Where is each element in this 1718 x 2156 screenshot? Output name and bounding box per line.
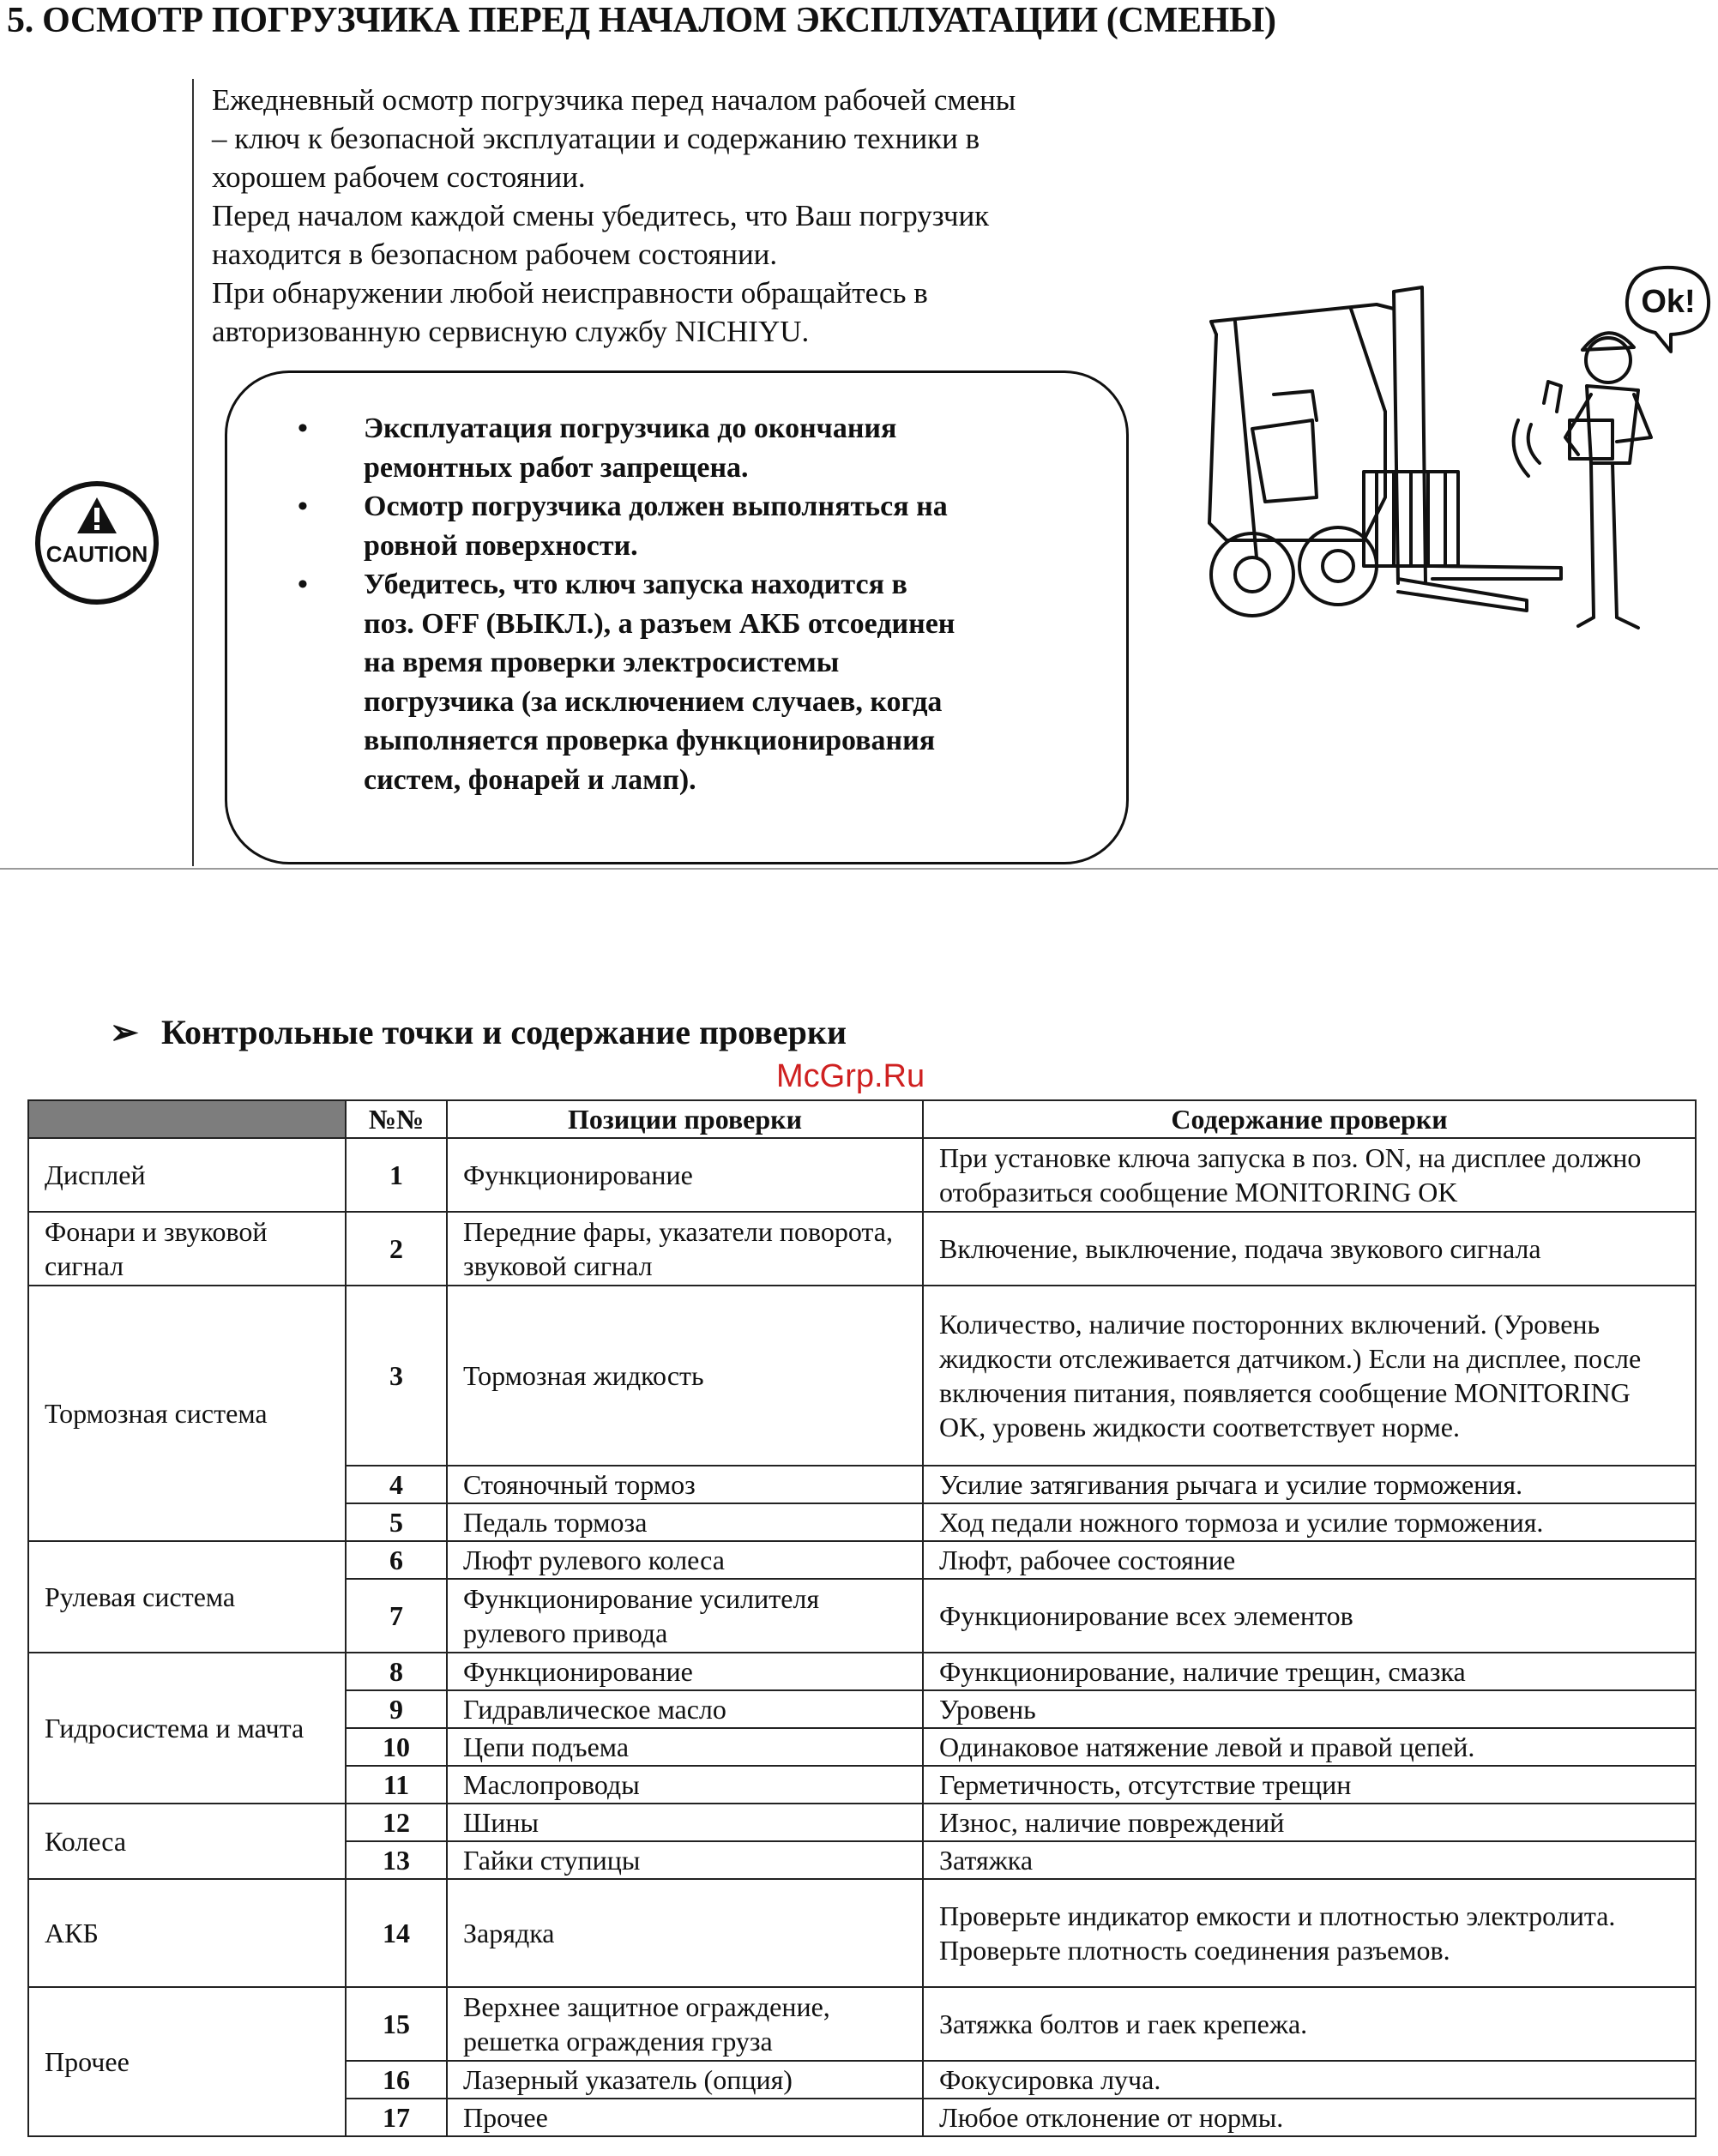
content-cell: Герметичность, отсутствие трещин (923, 1766, 1696, 1804)
num-cell: 12 (346, 1804, 447, 1841)
group-cell: АКБ (28, 1879, 346, 1987)
content-cell: При установке ключа запуска в поз. ON, на дисплее должно отобразиться сообщение MONITORING OK (923, 1138, 1696, 1212)
content-cell: Включение, выключение, подача звукового сигнала (923, 1212, 1696, 1286)
num-cell: 5 (346, 1503, 447, 1541)
group-cell: Прочее (28, 1987, 346, 2136)
vertical-divider (192, 79, 194, 866)
table-row (28, 1879, 1696, 1987)
num-cell: 3 (346, 1286, 447, 1466)
position-cell: Передние фары, указатели поворота, звуковой сигнал (447, 1212, 923, 1286)
position-cell: Тормозная жидкость (447, 1286, 923, 1466)
position-cell: Шины (447, 1804, 923, 1841)
num-cell: 16 (346, 2061, 447, 2099)
position-cell: Функционирование (447, 1653, 923, 1690)
position-cell: Гайки ступицы (447, 1841, 923, 1879)
num-cell: 17 (346, 2099, 447, 2136)
intro-line: Перед началом каждой смены убедитесь, что Ваш погрузчик (212, 199, 990, 232)
position-cell: Маслопроводы (447, 1766, 923, 1804)
position-cell: Педаль тормоза (447, 1503, 923, 1541)
caution-label: CAUTION (45, 541, 148, 567)
table-heading (110, 1012, 847, 1052)
content-cell: Затяжка (923, 1841, 1696, 1879)
caution-line: выполняется проверка функционирования (364, 725, 936, 756)
content-cell: Одинаковое натяжение левой и правой цепей. (923, 1728, 1696, 1766)
table-row (28, 1286, 1696, 1466)
position-cell: Гидравлическое масло (447, 1690, 923, 1728)
intro-text (212, 81, 1155, 351)
page-title: 5. ОСМОТР ПОГРУЗЧИКА ПЕРЕД НАЧАЛОМ ЭКСПЛУАТАЦИИ (СМЕНЫ) (7, 1, 1276, 40)
intro-line: – ключ к безопасной эксплуатации и содержанию техники в (212, 122, 980, 155)
num-cell: 4 (346, 1466, 447, 1503)
inspection-table (27, 1099, 1697, 2137)
intro-line: При обнаружении любой неисправности обращайтесь в (212, 276, 928, 310)
caution-box (225, 370, 1129, 864)
group-cell: Дисплей (28, 1138, 346, 1212)
table-header-row (28, 1100, 1696, 1138)
header-num: №№ (346, 1100, 447, 1138)
caution-line: поз. OFF (ВЫКЛ.), а разъем АКБ отсоединен (364, 607, 955, 640)
caution-line: систем, фонарей и ламп). (364, 763, 696, 796)
table-row (28, 1804, 1696, 1841)
group-cell: Тормозная система (28, 1286, 346, 1541)
content-cell: Уровень (923, 1690, 1696, 1728)
num-cell: 6 (346, 1541, 447, 1579)
content-cell: Износ, наличие повреждений (923, 1804, 1696, 1841)
content-cell: Функционирование всех элементов (923, 1579, 1696, 1653)
intro-line: находится в безопасном рабочем состоянии. (212, 238, 778, 271)
caution-icon (34, 480, 160, 605)
group-cell: Колеса (28, 1804, 346, 1879)
group-cell: Фонари и звуковой сигнал (28, 1212, 346, 1286)
forklift-inspection-illustration (1201, 240, 1715, 643)
bullet: • (298, 569, 308, 600)
content-cell: Ход педали ножного тормоза и усилие торможения. (923, 1503, 1696, 1541)
caution-item (298, 409, 1070, 487)
caution-line: ровной поверхности. (364, 529, 638, 562)
content-cell: Проверьте индикатор емкости и плотностью электролита. Проверьте плотность соединения разъемов. (923, 1879, 1696, 1987)
content-cell: Функционирование, наличие трещин, смазка (923, 1653, 1696, 1690)
caution-line: Осмотр погрузчика должен выполняться на (364, 491, 948, 522)
group-cell: Гидросистема и мачта (28, 1653, 346, 1804)
caution-line: Убедитесь, что ключ запуска находится в (364, 569, 907, 600)
position-cell: Функционирование (447, 1138, 923, 1212)
table-row (28, 1653, 1696, 1690)
header-group-cell (28, 1100, 346, 1138)
caution-list (298, 409, 1070, 799)
content-cell: Фокусировка луча. (923, 2061, 1696, 2099)
position-cell: Люфт рулевого колеса (447, 1541, 923, 1579)
num-cell: 9 (346, 1690, 447, 1728)
ok-bubble-text: Ok! (1641, 284, 1696, 320)
bullet: • (298, 491, 308, 522)
num-cell: 11 (346, 1766, 447, 1804)
num-cell: 13 (346, 1841, 447, 1879)
bullet: • (298, 413, 308, 444)
caution-item (298, 487, 1070, 565)
position-cell: Прочее (447, 2099, 923, 2136)
num-cell: 14 (346, 1879, 447, 1987)
content-cell: Любое отклонение от нормы. (923, 2099, 1696, 2136)
header-content: Содержание проверки (923, 1100, 1696, 1138)
table-row (28, 1212, 1696, 1286)
content-cell: Люфт, рабочее состояние (923, 1541, 1696, 1579)
num-cell: 15 (346, 1987, 447, 2061)
table-row (28, 1987, 1696, 2061)
group-cell: Рулевая система (28, 1541, 346, 1653)
content-cell: Затяжка болтов и гаек крепежа. (923, 1987, 1696, 2061)
content-cell: Количество, наличие посторонних включений. (Уровень жидкости отслеживается датчиком.) Если на дисплее, после включения питания, появляется сообщение MONITORING OK, уровень жидкости соответствует норме. (923, 1286, 1696, 1466)
num-cell: 8 (346, 1653, 447, 1690)
intro-line: Ежедневный осмотр погрузчика перед началом рабочей смены (212, 83, 1016, 117)
caution-item (298, 565, 1070, 799)
intro-line: хорошем рабочем состоянии. (212, 160, 586, 194)
caution-line: Эксплуатация погрузчика до окончания (364, 413, 897, 444)
intro-line: авторизованную сервисную службу NICHIYU. (212, 315, 810, 348)
caution-line: на время проверки электросистемы (364, 647, 840, 678)
caution-line: погрузчика (за исключением случаев, когда (364, 685, 943, 718)
position-cell: Стояночный тормоз (447, 1466, 923, 1503)
num-cell: 10 (346, 1728, 447, 1766)
table-row (28, 1541, 1696, 1579)
watermark: McGrp.Ru (776, 1058, 925, 1094)
num-cell: 7 (346, 1579, 447, 1653)
table-row (28, 1138, 1696, 1212)
position-cell: Лазерный указатель (опция) (447, 2061, 923, 2099)
table-heading-text: Контрольные точки и содержание проверки (161, 1013, 847, 1051)
content-cell: Усилие затягивания рычага и усилие торможения. (923, 1466, 1696, 1503)
position-cell: Зарядка (447, 1879, 923, 1987)
position-cell: Функционирование усилителя рулевого привода (447, 1579, 923, 1653)
num-cell: 1 (346, 1138, 447, 1212)
position-cell: Цепи подъема (447, 1728, 923, 1766)
arrow-bullet-icon: ➢ (110, 1013, 139, 1051)
caution-line: ремонтных работ запрещена. (364, 451, 749, 484)
num-cell: 2 (346, 1212, 447, 1286)
section-divider (0, 868, 1718, 870)
position-cell: Верхнее защитное ограждение, решетка ограждения груза (447, 1987, 923, 2061)
header-position: Позиции проверки (447, 1100, 923, 1138)
